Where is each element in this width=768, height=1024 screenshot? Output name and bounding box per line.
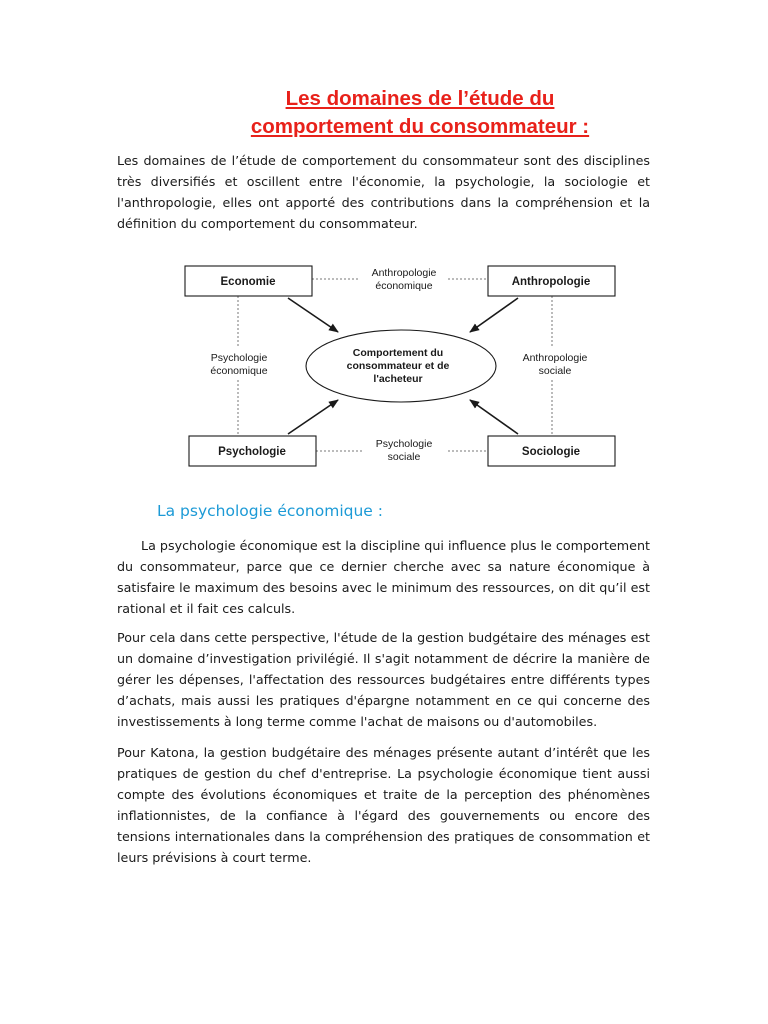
link-label-bottom-line-2: sociale [387, 451, 421, 463]
page-title [150, 85, 690, 141]
box-sociologie-label: Sociologie [521, 446, 581, 458]
center-label-line-1: Comportement du [352, 347, 444, 359]
link-label-top [360, 264, 448, 294]
box-economie [185, 266, 312, 296]
link-label-right [514, 348, 596, 380]
link-label-bottom-line-1: Psychologie [375, 438, 433, 450]
link-label-bottom [362, 435, 446, 465]
arrow-anthropologie [470, 298, 518, 332]
domains-diagram [176, 258, 636, 473]
box-economie-label: Economie [220, 276, 276, 288]
intro-paragraph: Les domaines de l’étude de comportement du consommateur sont des disciplines très diversifiés et oscillent entre l'économie, la psychologie, la sociologie et l'anthropologie, elles ont apporté des contributions dans la compréhension et la définition du comportement du consommateur. [117, 153, 650, 231]
page-title-line-2: comportement du consommateur : [250, 115, 590, 138]
link-label-top-line-2: économique [375, 280, 433, 292]
link-label-right-line-2: sociale [538, 365, 572, 377]
box-psychologie [189, 436, 316, 466]
link-label-left-line-1: Psychologie [210, 352, 268, 364]
section-title: La psychologie économique : [157, 502, 383, 520]
link-label-left [198, 348, 280, 380]
link-label-top-line-1: Anthropologie [371, 267, 437, 279]
link-label-right-line-1: Anthropologie [522, 352, 588, 364]
arrow-sociologie [470, 400, 518, 434]
box-anthropologie-label: Anthropologie [511, 276, 591, 288]
page-title-line-1: Les domaines de l’étude du [285, 87, 555, 110]
box-psychologie-label: Psychologie [218, 446, 286, 458]
paragraph-3: Pour Katona, la gestion budgétaire des ménages présente autant d’intérêt que les pratiques de gestion du chef d'entreprise. La psychologie économique tient aussi compte des évolutions économiques et traite de la perception des phénomènes inflationnistes, de la confiance à l'égard des gouvernements ou encore des tensions internationales dans la compréhension des pratiques de consommation et leurs prévisions à court terme. [117, 745, 650, 865]
center-label-line-3: l'acheteur [373, 373, 423, 385]
center-label-line-2: consommateur et de [346, 360, 450, 372]
arrow-psychologie [288, 400, 338, 434]
center-ellipse [306, 330, 496, 402]
box-anthropologie [488, 266, 615, 296]
paragraph-2: Pour cela dans cette perspective, l'étude de la gestion budgétaire des ménages est un domaine d’investigation privilégié. Il s'agit notamment de décrire la manière de gérer les dépenses, l'affectation des ressources budgétaires entre différents types d’achats, mais aussi les pratiques d'épargne notamment en ce qui concerne des investissements à long terme comme l'achat de maisons ou d'automobiles. [117, 630, 650, 729]
paragraph-1: La psychologie économique est la discipline qui influence plus le comportement du consommateur, parce que ce dernier cherche avec sa nature économique à satisfaire le maximum des besoins avec le minimum des ressources, on dit qu’il est rational et il fait ces calculs. [117, 538, 650, 616]
link-label-left-line-2: économique [210, 365, 268, 377]
box-sociologie [488, 436, 615, 466]
arrow-economie [288, 298, 338, 332]
